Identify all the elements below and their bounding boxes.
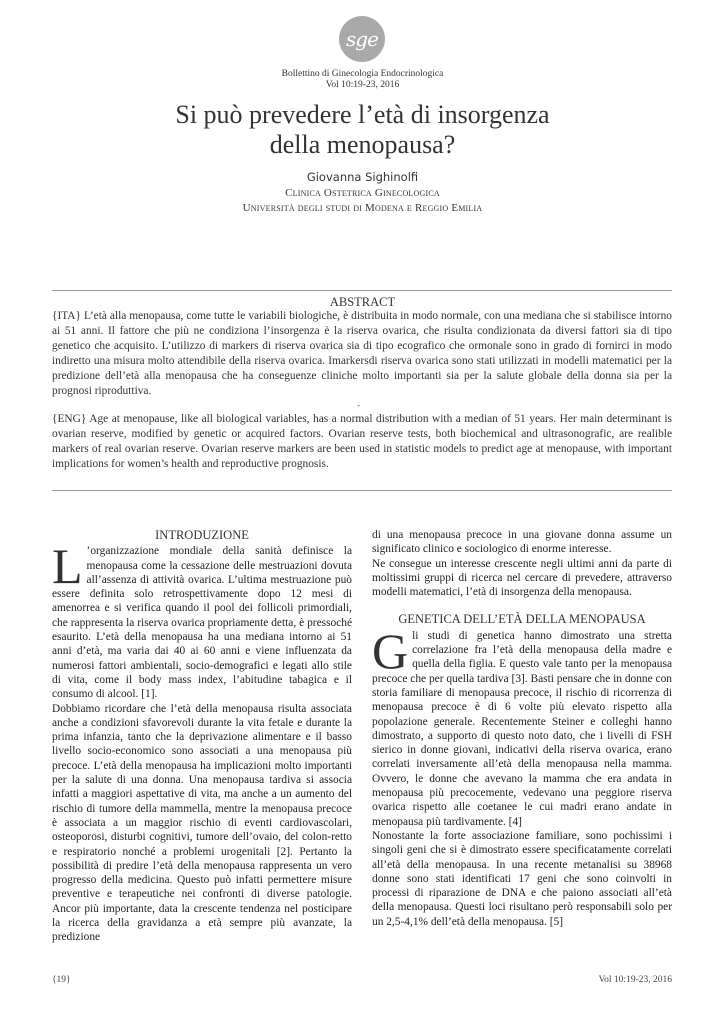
abstract-bottom-rule [52,490,672,491]
genetics-paragraph-2: Nonostante la forte associazione familiare, sono pochissimi i singoli geni che si è dimostrato essere specificatamente correlati all’età della menopausa. In una recente metanalisi su 38968 donne sono stati identificati 17 geni che sono coinvolti in processi di riparazione de DNA e che paiono associati all’età della menopausa. Questi loci risultano però responsabili solo per un 2,5-4,1% dell’età della menopausa. [5] [372,829,672,928]
section-gap [372,599,672,612]
intro-dropcap: L [52,538,83,595]
abstract-eng: {ENG} Age at menopause, like all biological variables, has a normal distribution with a median of 51 years. Her main determinant is ovarian reserve, modified by genetic or acquired factors. Ovarian reserve tests, both biochemical and ultrasonografic, are realible markers of real ovarian reserve. Ovarian reserve markers are been used in statistic models to predict age at menopause, with important implications for women’s health and reproductive prognosis. [52,413,672,470]
right-column [372,528,672,929]
journal-volume: Vol 10:19-23, 2016 [325,80,400,90]
author-name: Giovanna Sighinolfi [306,170,419,184]
genetics-paragraph-1-text: li studi di genetica hanno dimostrato una stretta correlazione fra l’età della menopausa della madre e quella della figlia. E questo vale tanto per la menopausa precoce che per quella tardiva [3]. Basti pensare che in donne con storia familiare di menopausa precoce, il rischio di ricorrenza di menopausa precoce è di 6 volte più elevato rispetto alla popolazione generale. Recentemente Steiner e colleghi hanno dimostrato, a supporto di questo noto dato, che i livelli di FSH sierico in donne giovani, indicativi della riserva ovarica, erano correlati inversamente all’età della menopausa nella mamma. Ovvero, le donne che avevano la mamma che era andata in menopausa più precocemente, vedevano una peggiore riserva ovarica rispetto alle coetanee le cui madri erano andate in menopausa più tardivamente. [4] [372,629,672,828]
abstract-heading: ABSTRACT [329,295,396,309]
footer-volume: Vol 10:19-23, 2016 [598,975,672,985]
intro-paragraph-1-text: ’organizzazione mondiale della sanità definisce la menopausa come la cessazione delle mestruazioni dovuta all’assenza di attività ovarica. L’ultima mestruazione può essere definita solo retrospettivamente dopo 12 mesi di amenorrea e si verifica quando il pool dei follicoli primordiali, che rappresenta la riserva ovarica propriamente detta, è pressoché esaurito. L’età della menopausa ha una mediana intorno ai 51 anni d’età, ma varia dai 40 ai 60 anni e viene influenzata da numerosi fattori ambientali, socio-demografici e legati allo stile di vita, come il body mass index, l’abitudine tabagica e il consumo di alcool. [1]. [52,545,352,701]
intro-paragraph-2: Dobbiamo ricordare che l’età della menopausa risulta associata anche a condizioni sfavorevoli durante la vita fetale e durante la prima infanzia, tanto che la deprivazione alimentare e il basso livello socio-economico sono associati a una menopausa più precoce. L’età della menopausa ha implicazioni molto importanti per la salute di una donna. Una menopausa tardiva si associa infatti a maggiori aspettative di vita, ma anche a un aumento del rischio di tumore della mammella, mentre la menopausa precoce è associata a un maggior rischio di eventi cardiovascolari, osteoporosi, disturbi cognitivi, tumore dell’ovaio, del colon-retto e respiratorio nonché a problemi urogenitali [2]. Pertanto la possibilità di predire l’età della menopausa rappresenta un vero progresso della medicina. Questo può infatti permettere misure preventive e terapeutiche nei confronti di diverse patologie. Ancor più importante, data la crescente tendenza nel posticipare la ricerca della gravidanza a età sempre più avanzate, la predizione [52,702,352,944]
title-line-1: Si può prevedere l’età di insorgenza [175,100,550,129]
intro-heading: INTRODUZIONE [155,528,249,542]
intro-paragraph-4: Ne consegue un interesse crescente negli ultimi anni da parte di moltissimi gruppi di ricerca nel cercare di prevedere, attraverso modelli matematici, l’età di insorgenza della menopausa. [372,557,672,599]
abstract-top-rule [52,290,672,291]
title-line-2: della menopausa? [269,130,456,159]
affiliation-line-1: Clinica Ostetrica Ginecologica [285,187,440,199]
journal-name: Bollettino di Ginecologia Endocrinologica [281,69,444,79]
abstract-ita: {ITA} L’età alla menopausa, come tutte le variabili biologiche, è distribuita in modo normale, con una mediana che si stabilisce intorno ai 51 anni. Il fattore che più ne condiziona l’insorgenza è la riserva ovarica, che risulta condizionata da diversi fattori sia di tipo genetico che acquisito. L’utilizzo di markers di riserva ovarica sia di tipo ecografico che ormonale sono in grado di fornirci in modo indiretto una misura molto attendibile della riserva ovarica. Imarkersdi riserva ovarica sono stati utilizzati in modelli matematici per la predizione dell’età alla menopausa che ha conseguenze cliniche molto importanti sia per la salute globale della donna sia per la prognosi riproduttiva. [52,310,672,397]
intro-paragraph-3: di una menopausa precoce in una giovane donna assume un significato clinico e sociologico di enorme interesse. [372,529,672,556]
journal-logo [339,16,385,62]
intro-paragraph-1 [52,538,352,701]
left-column [52,528,352,945]
affiliation-line-2: Università degli studi di Modena e Reggio Emilia [242,202,483,214]
genetics-heading: GENETICA DELL’ETÀ DELLA MENOPAUSA [398,612,646,627]
logo-text: sge [346,27,378,51]
page-number: {19} [52,975,71,985]
genetics-dropcap: G [372,622,409,679]
abstract-separator: - [357,400,360,410]
page-title [0,100,725,160]
genetics-paragraph-1 [372,622,672,829]
